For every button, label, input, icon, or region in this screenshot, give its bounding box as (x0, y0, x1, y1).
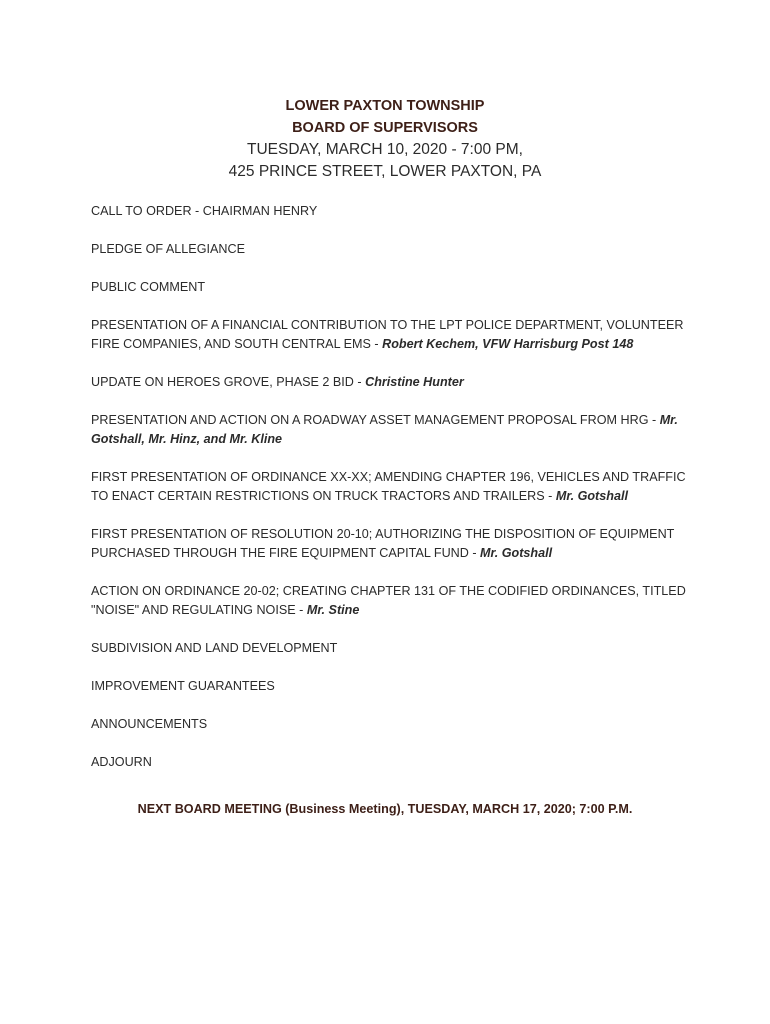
meeting-date: TUESDAY, MARCH 10, 2020 - 7:00 PM, (247, 141, 523, 158)
agenda-item-presenter: Mr. Stine (306, 603, 360, 617)
agenda-item-text: CALL TO ORDER - CHAIRMAN HENRY (91, 204, 318, 218)
agenda-item-text: PLEDGE OF ALLEGIANCE (91, 242, 245, 256)
agenda-item-text: PUBLIC COMMENT (91, 280, 206, 294)
next-meeting-notice: NEXT BOARD MEETING (Business Meeting), TUESDAY, MARCH 17, 2020; 7:00 P.M. (137, 802, 633, 816)
agenda-item-public-comment (91, 278, 691, 297)
agenda-item-ordinance-xx (91, 468, 691, 506)
agenda-item-text: FIRST PRESENTATION OF RESOLUTION 20-10; AUTHORIZING THE DISPOSITION OF EQUIPMENT PURCHASED THROUGH THE FIRE EQUIPMENT CAPITAL FUND - (91, 527, 675, 560)
agenda-item-heroes-grove (91, 373, 691, 392)
agenda-item-announcements (91, 715, 691, 734)
agenda-item-text: PRESENTATION AND ACTION ON A ROADWAY ASSET MANAGEMENT PROPOSAL FROM HRG - (91, 413, 660, 427)
township-title: LOWER PAXTON TOWNSHIP (285, 98, 485, 114)
agenda-item-text: ADJOURN (91, 755, 152, 769)
agenda-item-text: FIRST PRESENTATION OF ORDINANCE XX-XX; AMENDING CHAPTER 196, VEHICLES AND TRAFFIC TO ENACT CERTAIN RESTRICTIONS ON TRUCK TRACTORS AND TRAILERS - (91, 470, 686, 503)
agenda-item-text: UPDATE ON HEROES GROVE, PHASE 2 BID - (91, 375, 366, 389)
agenda-item-text: PRESENTATION OF A FINANCIAL CONTRIBUTION TO THE LPT POLICE DEPARTMENT, VOLUNTEER FIRE COMPANIES, AND SOUTH CENTRAL EMS - (91, 318, 684, 351)
agenda-item-text: SUBDIVISION AND LAND DEVELOPMENT (91, 641, 338, 655)
document-header (0, 95, 770, 183)
agenda-item-adjourn (91, 753, 691, 772)
agenda-item-resolution-20-10 (91, 525, 691, 563)
agenda-item-financial-contribution (91, 316, 691, 354)
agenda-item-presenter: Mr. Gotshall (480, 546, 553, 560)
agenda-item-presenter: Christine Hunter (365, 375, 464, 389)
agenda-item-pledge (91, 240, 691, 259)
agenda-item-presenter: Mr. Gotshall (555, 489, 628, 503)
board-title: BOARD OF SUPERVISORS (292, 120, 478, 136)
agenda-item-improvement-guarantees (91, 677, 691, 696)
agenda-item-text: ACTION ON ORDINANCE 20-02; CREATING CHAPTER 131 OF THE CODIFIED ORDINANCES, TITLED "NOISE" AND REGULATING NOISE - (91, 584, 686, 617)
agenda-list (91, 202, 691, 791)
agenda-item-call-to-order (91, 202, 691, 221)
agenda-item-presenter: Robert Kechem, VFW Harrisburg Post 148 (382, 337, 634, 351)
agenda-item-text: ANNOUNCEMENTS (91, 717, 208, 731)
agenda-item-ordinance-20-02 (91, 582, 691, 620)
agenda-item-subdivision (91, 639, 691, 658)
agenda-item-text: IMPROVEMENT GUARANTEES (91, 679, 275, 693)
meeting-address: 425 PRINCE STREET, LOWER PAXTON, PA (228, 163, 542, 180)
agenda-item-presenter: Mr. Gotshall, Mr. Hinz, and Mr. Kline (91, 413, 678, 446)
agenda-item-roadway-asset (91, 411, 691, 449)
